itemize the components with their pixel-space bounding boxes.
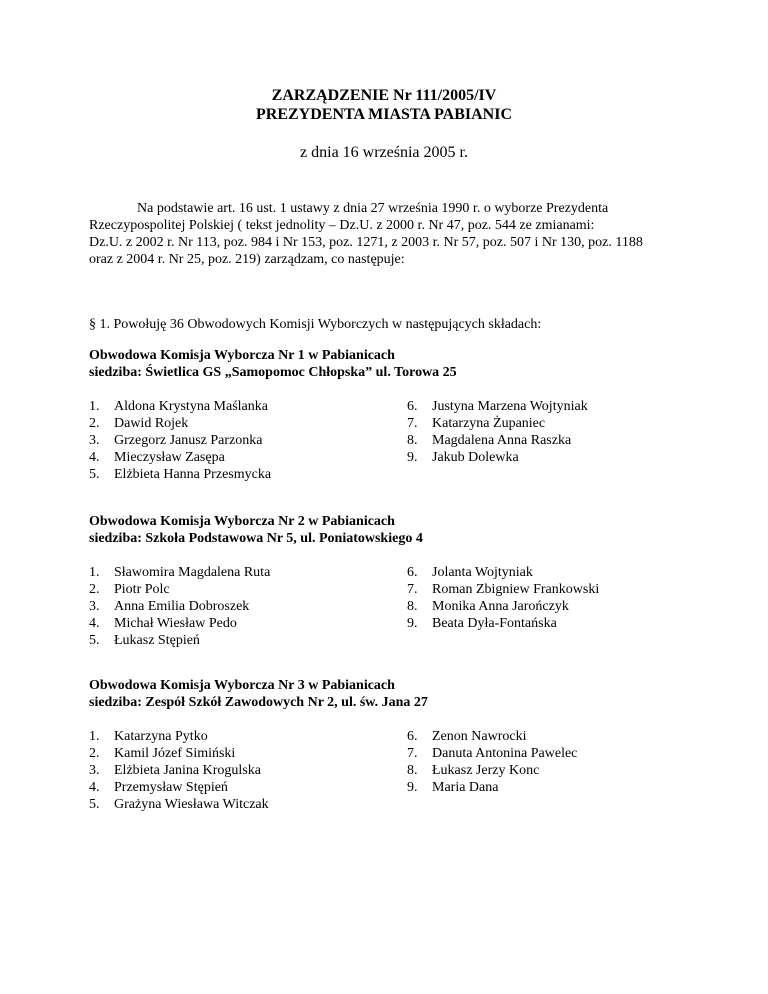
list-item: [407, 615, 599, 632]
list-item: [89, 598, 270, 615]
committee-seat: siedziba: Świetlica GS „Samopomoc Chłopska” ul. Torowa 25: [89, 365, 457, 380]
list-item: [89, 432, 271, 449]
list-item: [89, 466, 271, 483]
member-name: Zenon Nawrocki: [432, 729, 527, 744]
member-name: Dawid Rojek: [114, 416, 189, 431]
member-number: 9.: [407, 780, 418, 795]
member-name: Łukasz Jerzy Konc: [432, 763, 540, 778]
list-item: [89, 615, 270, 632]
member-name: Magdalena Anna Raszka: [432, 433, 572, 448]
document-date: z dnia 16 września 2005 r.: [300, 144, 468, 161]
legal-basis-line: oraz z 2004 r. Nr 25, poz. 219) zarządzam, co następuje:: [89, 252, 405, 267]
list-item: [407, 598, 599, 615]
member-name: Grażyna Wiesława Witczak: [114, 797, 269, 812]
member-number: 2.: [89, 416, 100, 431]
member-number: 8.: [407, 433, 418, 448]
list-item: [407, 564, 599, 581]
member-name: Katarzyna Pytko: [114, 729, 208, 744]
list-item: [89, 564, 270, 581]
list-item: [407, 762, 577, 779]
list-item: [407, 728, 577, 745]
list-item: [89, 398, 271, 415]
member-number: 5.: [89, 797, 100, 812]
members-left-column: [89, 564, 270, 649]
member-name: Elżbieta Hanna Przesmycka: [114, 467, 272, 482]
list-item: [407, 745, 577, 762]
committee-2: [89, 513, 729, 654]
member-name: Jakub Dolewka: [432, 450, 519, 465]
legal-basis-paragraph: [89, 200, 739, 268]
legal-basis-line: Rzeczypospolitej Polskiej ( tekst jednolity – Dz.U. z 2000 r. Nr 47, poz. 544 ze zmianami:: [89, 218, 595, 233]
member-name: Piotr Polc: [114, 582, 170, 597]
member-name: Kamil Józef Simiński: [114, 746, 236, 761]
member-number: 6.: [407, 729, 418, 744]
member-name: Maria Dana: [432, 780, 499, 795]
list-item: [89, 415, 271, 432]
member-number: 2.: [89, 746, 100, 761]
member-name: Sławomira Magdalena Ruta: [114, 565, 271, 580]
member-number: 7.: [407, 416, 418, 431]
list-item: [407, 779, 577, 796]
member-number: 1.: [89, 565, 100, 580]
document-title: ZARZĄDZENIE Nr 111/2005/IV: [271, 87, 497, 104]
member-name: Jolanta Wojtyniak: [432, 565, 533, 580]
member-number: 4.: [89, 450, 100, 465]
list-item: [89, 449, 271, 466]
member-number: 2.: [89, 582, 100, 597]
list-item: [89, 779, 269, 796]
members-right-column: [407, 728, 577, 796]
list-item: [407, 398, 588, 415]
document-issuer: PREZYDENTA MIASTA PABIANIC: [255, 106, 513, 123]
list-item: [89, 632, 270, 649]
committee-3: [89, 677, 729, 818]
member-number: 3.: [89, 763, 100, 778]
legal-basis-line: Na podstawie art. 16 ust. 1 ustawy z dnia 27 września 1990 r. o wyborze Prezydenta: [137, 201, 609, 216]
member-number: 1.: [89, 399, 100, 414]
committee-members: [89, 398, 729, 488]
member-number: 6.: [407, 399, 418, 414]
member-name: Katarzyna Żupaniec: [432, 416, 546, 431]
list-item: [407, 415, 588, 432]
member-name: Roman Zbigniew Frankowski: [432, 582, 600, 597]
list-item: [407, 449, 588, 466]
committee-seat: siedziba: Szkoła Podstawowa Nr 5, ul. Poniatowskiego 4: [89, 531, 423, 546]
list-item: [89, 796, 269, 813]
member-number: 3.: [89, 433, 100, 448]
committee-title: Obwodowa Komisja Wyborcza Nr 2 w Pabianicach: [89, 514, 395, 529]
members-right-column: [407, 564, 599, 632]
member-name: Michał Wiesław Pedo: [114, 616, 237, 631]
member-name: Mieczysław Zasępa: [114, 450, 225, 465]
committee-title: Obwodowa Komisja Wyborcza Nr 1 w Pabianicach: [89, 348, 395, 363]
committee-members: [89, 564, 729, 654]
members-left-column: [89, 728, 269, 813]
section-1-paragraph: § 1. Powołuję 36 Obwodowych Komisji Wyborczych w następujących składach:: [89, 317, 542, 332]
member-number: 9.: [407, 450, 418, 465]
members-right-column: [407, 398, 588, 466]
member-name: Grzegorz Janusz Parzonka: [114, 433, 263, 448]
member-number: 3.: [89, 599, 100, 614]
legal-basis-line: Dz.U. z 2002 r. Nr 113, poz. 984 i Nr 153, poz. 1271, z 2003 r. Nr 57, poz. 507 i Nr 130, poz. 1188: [89, 235, 643, 250]
member-number: 9.: [407, 616, 418, 631]
member-name: Monika Anna Jarończyk: [432, 599, 569, 614]
member-name: Anna Emilia Dobroszek: [114, 599, 250, 614]
member-name: Beata Dyła-Fontańska: [432, 616, 557, 631]
member-number: 8.: [407, 599, 418, 614]
list-item: [407, 432, 588, 449]
member-number: 1.: [89, 729, 100, 744]
member-number: 4.: [89, 616, 100, 631]
member-name: Elżbieta Janina Krogulska: [114, 763, 261, 778]
member-name: Justyna Marzena Wojtyniak: [432, 399, 588, 414]
member-number: 7.: [407, 746, 418, 761]
list-item: [89, 762, 269, 779]
member-number: 6.: [407, 565, 418, 580]
member-number: 7.: [407, 582, 418, 597]
member-number: 5.: [89, 467, 100, 482]
list-item: [89, 581, 270, 598]
committee-title: Obwodowa Komisja Wyborcza Nr 3 w Pabianicach: [89, 678, 395, 693]
member-number: 4.: [89, 780, 100, 795]
list-item: [89, 728, 269, 745]
committee-1: [89, 347, 729, 488]
members-left-column: [89, 398, 271, 483]
member-name: Danuta Antonina Pawelec: [432, 746, 578, 761]
list-item: [89, 745, 269, 762]
member-number: 8.: [407, 763, 418, 778]
member-number: 5.: [89, 633, 100, 648]
member-name: Aldona Krystyna Maślanka: [114, 399, 268, 414]
member-name: Przemysław Stępień: [114, 780, 228, 795]
list-item: [407, 581, 599, 598]
committee-seat: siedziba: Zespół Szkół Zawodowych Nr 2, ul. św. Jana 27: [89, 695, 428, 710]
committee-members: [89, 728, 729, 818]
member-name: Łukasz Stępień: [114, 633, 200, 648]
